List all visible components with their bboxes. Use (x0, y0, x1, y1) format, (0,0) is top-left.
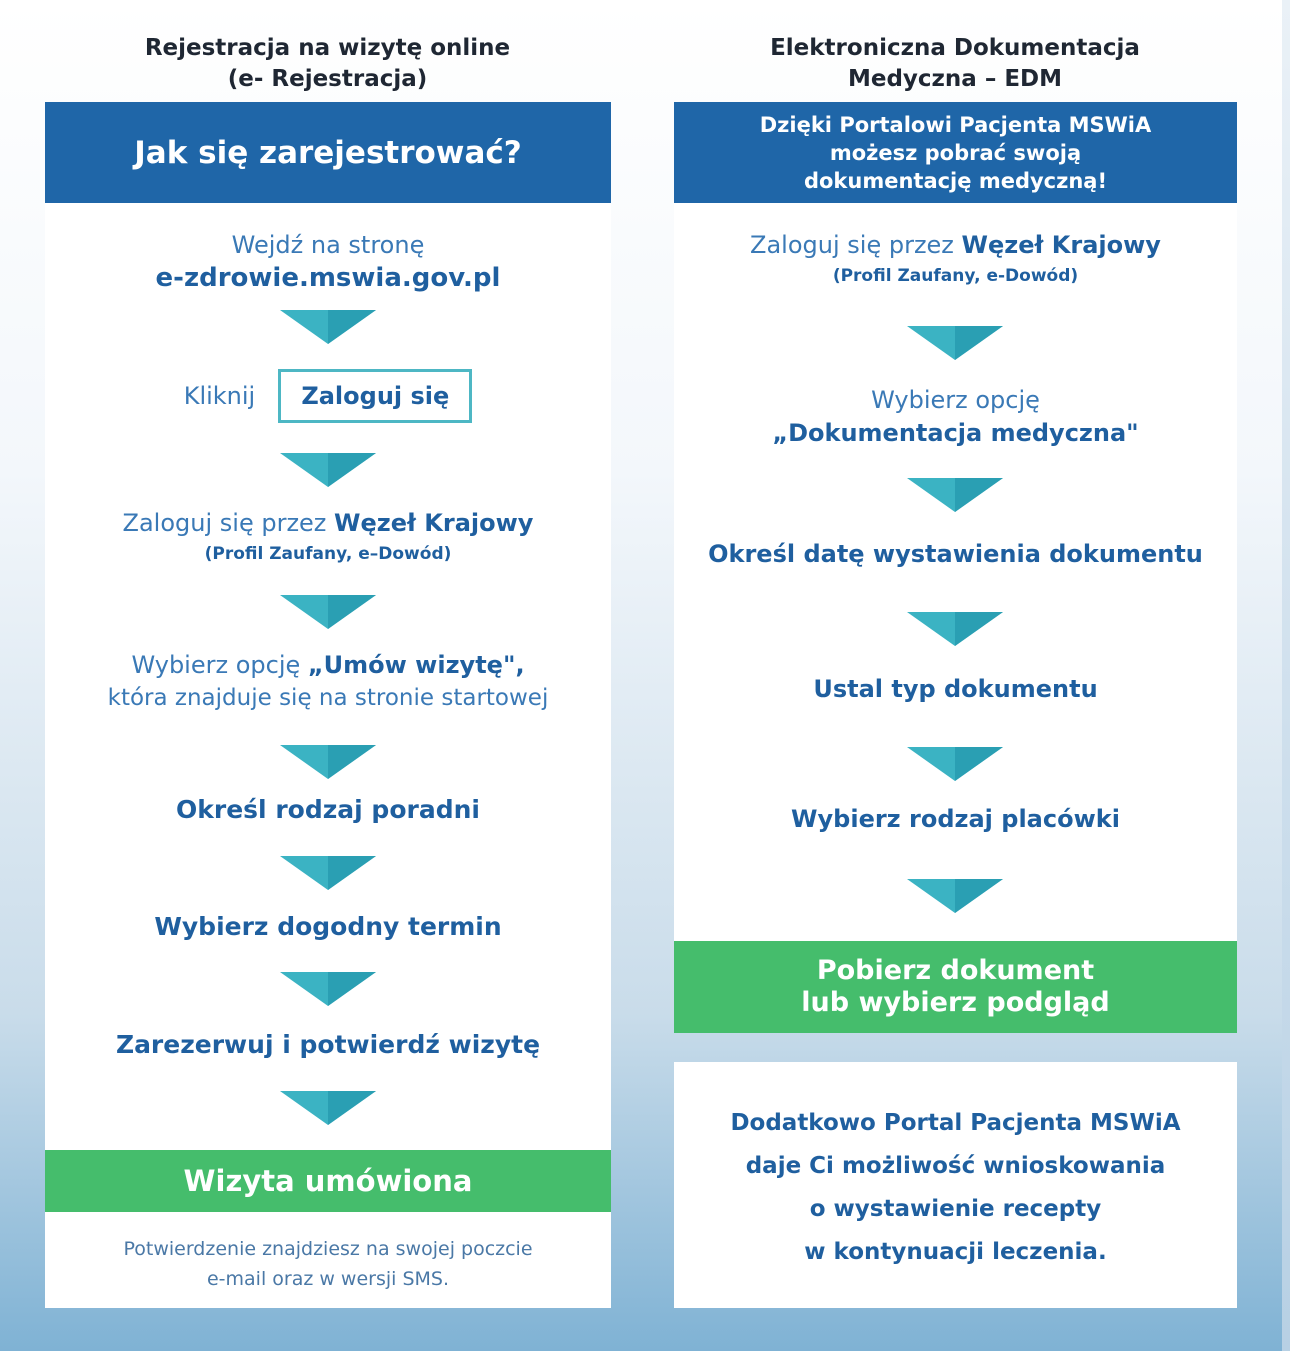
arrow-down-icon (280, 1091, 376, 1125)
step-login-node (45, 506, 611, 568)
edm-header (674, 102, 1237, 203)
left-column-title (40, 33, 615, 95)
left-title-line2: (e- Rejestracja) (227, 66, 428, 92)
arrow-down-icon (280, 595, 376, 629)
edm-step-document-type: Ustal typ dokumentu (813, 675, 1098, 703)
arrow-down-icon (280, 310, 376, 344)
registration-header-text: Jak się zarejestrować? (134, 134, 522, 171)
book-option-prefix: Wybierz opcję (131, 651, 308, 679)
prescription-info-line2: daje Ci możliwość wnioskowania (745, 1153, 1166, 1179)
book-option-strong: „Umów wizytę", (307, 651, 525, 679)
arrow-down-icon (907, 326, 1003, 360)
confirmation-note-line1: Potwierdzenie znajdziesz na swojej poczcie (123, 1238, 533, 1260)
click-label: Kliknij (183, 382, 256, 410)
step-reserve-confirm: Zarezerwuj i potwierdź wizytę (115, 1030, 541, 1059)
login-node-strong: Węzeł Krajowy (334, 509, 534, 537)
right-title-line1: Elektroniczna Dokumentacja (770, 35, 1140, 61)
site-url-link[interactable]: e-zdrowie.mswia.gov.pl (155, 263, 501, 293)
step-visit-site-label: Wejdź na stronę (231, 231, 425, 259)
edm-login-node-prefix: Zaloguj się przez (750, 231, 962, 259)
arrow-down-icon (280, 856, 376, 890)
step-visit-site (45, 229, 611, 295)
prescription-info-line1: Dodatkowo Portal Pacjenta MSWiA (730, 1110, 1181, 1136)
login-node-sub: (Profil Zaufany, e–Dowód) (204, 544, 452, 564)
edm-choose-option-line1: Wybierz opcję (871, 386, 1040, 414)
edm-header-line3: dokumentację medyczną! (803, 168, 1108, 193)
prescription-info-line4: w kontynuacji leczenia. (804, 1239, 1107, 1265)
left-title-line1: Rejestracja na wizytę online (144, 35, 511, 61)
edm-step-document-date: Określ datę wystawienia dokumentu (708, 540, 1203, 568)
confirmation-note (45, 1234, 611, 1294)
edm-step-facility-type: Wybierz rodzaj placówki (791, 805, 1120, 833)
arrow-down-icon (280, 972, 376, 1006)
step-clinic-type: Określ rodzaj poradni (176, 795, 480, 824)
prescription-info-text (674, 1102, 1237, 1274)
right-edge-decoration (1282, 0, 1290, 1351)
registration-header (45, 102, 611, 203)
login-node-prefix: Zaloguj się przez (122, 509, 335, 537)
download-document-line1: Pobierz dokument (816, 955, 1095, 986)
edm-panel (674, 102, 1237, 1033)
book-option-line2: która znajduje się na stronie startowej (107, 685, 549, 711)
arrow-down-icon (907, 747, 1003, 781)
prescription-info-box (674, 1062, 1237, 1308)
right-column-title (670, 33, 1240, 95)
prescription-info-line3: o wystawienie recepty (809, 1196, 1102, 1222)
edm-choose-option-line2: „Dokumentacja medyczna" (772, 419, 1139, 447)
step-book-option (45, 649, 611, 715)
arrow-down-icon (280, 453, 376, 487)
registration-panel (45, 102, 611, 1308)
edm-login-node-sub: (Profil Zaufany, e-Dowód) (832, 266, 1079, 286)
confirmation-note-line2: e-mail oraz w wersji SMS. (206, 1268, 450, 1290)
step-choose-date: Wybierz dogodny termin (154, 912, 502, 941)
download-document-banner (674, 941, 1237, 1033)
download-document-line2: lub wybierz podgląd (801, 987, 1110, 1018)
right-title-line2: Medyczna – EDM (847, 66, 1063, 92)
visit-booked-banner (45, 1150, 611, 1212)
login-button[interactable]: Zaloguj się (278, 369, 472, 423)
edm-header-line2: możesz pobrać swoją (829, 140, 1082, 165)
arrow-down-icon (280, 745, 376, 779)
arrow-down-icon (907, 478, 1003, 512)
step-click-login (45, 369, 611, 423)
arrow-down-icon (907, 879, 1003, 913)
visit-booked-text: Wizyta umówiona (183, 1164, 473, 1198)
arrow-down-icon (907, 612, 1003, 646)
edm-step-choose-option (674, 384, 1237, 450)
edm-step-login-node (674, 228, 1237, 290)
edm-login-node-strong: Węzeł Krajowy (961, 231, 1161, 259)
edm-header-line1: Dzięki Portalowi Pacjenta MSWiA (759, 112, 1152, 137)
